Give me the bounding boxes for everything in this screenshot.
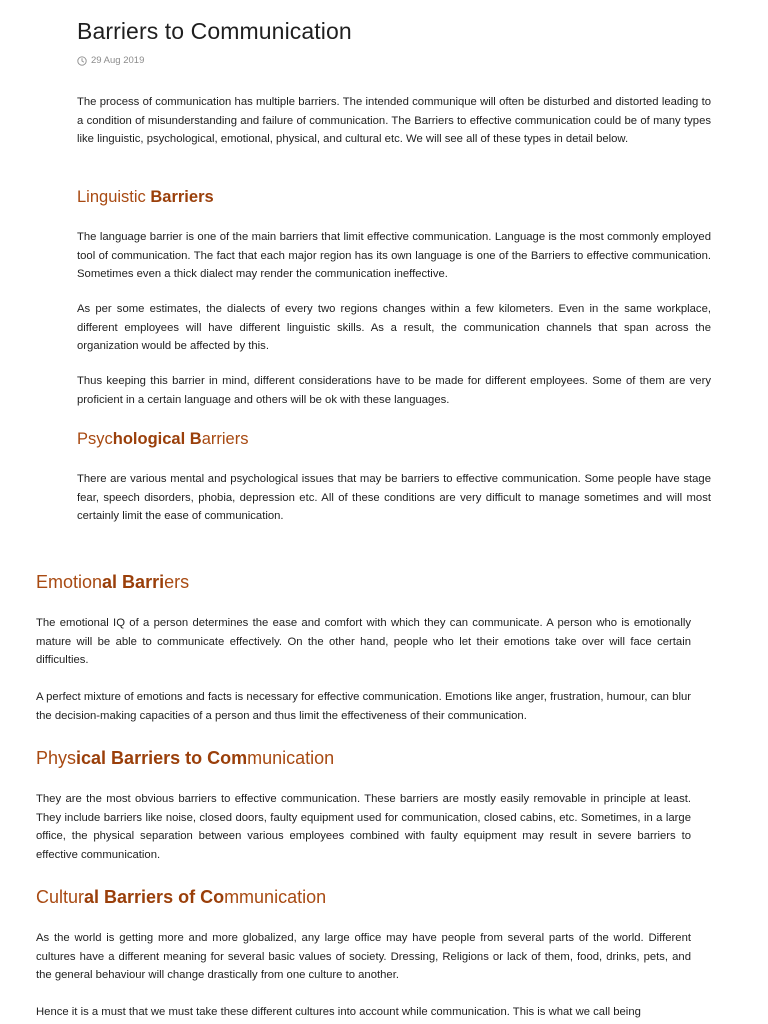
post-date-text: 29 Aug 2019: [91, 55, 145, 66]
page-title: Barriers to Communication: [77, 18, 352, 44]
cultural-para-1: As the world is getting more and more globalized, any large office may have people from several parts of the world. Different cultures have a different meaning for several basic values of society. Dressing, Religions or lack of them, food, drinks, pets, and the general behaviour will change drastically from one culture to another.: [36, 932, 691, 981]
emotional-para-2: A perfect mixture of emotions and facts is necessary for effective communication. Emotions like anger, frustration, humour, can blur the decision-making capacities of a person and thus limit the effectiveness of their communication.: [36, 691, 691, 722]
heading-cultural-barriers: Cultural Barriers of Communication: [36, 887, 327, 907]
linguistic-para-2: As per some estimates, the dialects of every two regions changes within a few kilometers. Even in the same workplace, different employees will have different linguistic skills. As a result, the communication channels that span across the organization would be affected by this.: [77, 303, 711, 352]
heading-emotional-barriers: Emotional Barriers: [36, 572, 190, 592]
emotional-para-1: The emotional IQ of a person determines the ease and comfort with which they can communicate. A person who is emotionally mature will be able to communicate effectively. On the other hand, people who let their emotions take over will face certain difficulties.: [36, 617, 691, 666]
heading-physical-barriers: Physical Barriers to Communication: [36, 748, 335, 768]
intro-section: [77, 93, 711, 149]
intro-paragraph: The process of communication has multiple barriers. The intended communique will often be disturbed and distorted leading to a condition of misunderstanding and failure of communication. The Barriers to effective communication could be of many types like linguistic, psychological, emotional, physical, and cultural etc. We will see all of these types in detail below.: [77, 96, 711, 145]
clock-icon: [77, 56, 87, 66]
heading-psychological-barriers: Psychological Barriers: [77, 430, 249, 448]
post-date: [77, 55, 144, 66]
cultural-para-2: Hence it is a must that we must take these different cultures into account while communication. This is what we call being: [36, 1006, 641, 1018]
psychological-para-1: There are various mental and psychological issues that may be barriers to effective communication. Some people have stage fear, speech disorders, phobia, depression etc. All of these conditions are very difficult to manage sometimes and will most certainly limit the ease of communication.: [77, 473, 711, 522]
heading-linguistic-barriers: Linguistic Barriers: [77, 188, 214, 206]
linguistic-para-1: The language barrier is one of the main barriers that limit effective communication. Language is the most commonly employed tool of communication. The fact that each major region has its own language is one of the Barriers to effective communication. Sometimes even a thick dialect may render the communication ineffective.: [77, 231, 711, 280]
linguistic-para-3: Thus keeping this barrier in mind, different considerations have to be made for different employees. Some of them are very proficient in a certain language and others will be ok with these languages.: [77, 375, 711, 406]
physical-para-1: They are the most obvious barriers to effective communication. These barriers are mostly easily removable in principle at least. They include barriers like noise, closed doors, faulty equipment used for communication, closed cabins, etc. Sometimes, in a large office, the physical separation between various employees combined with faulty equipment may result in severe barriers to effective communication.: [36, 793, 691, 861]
